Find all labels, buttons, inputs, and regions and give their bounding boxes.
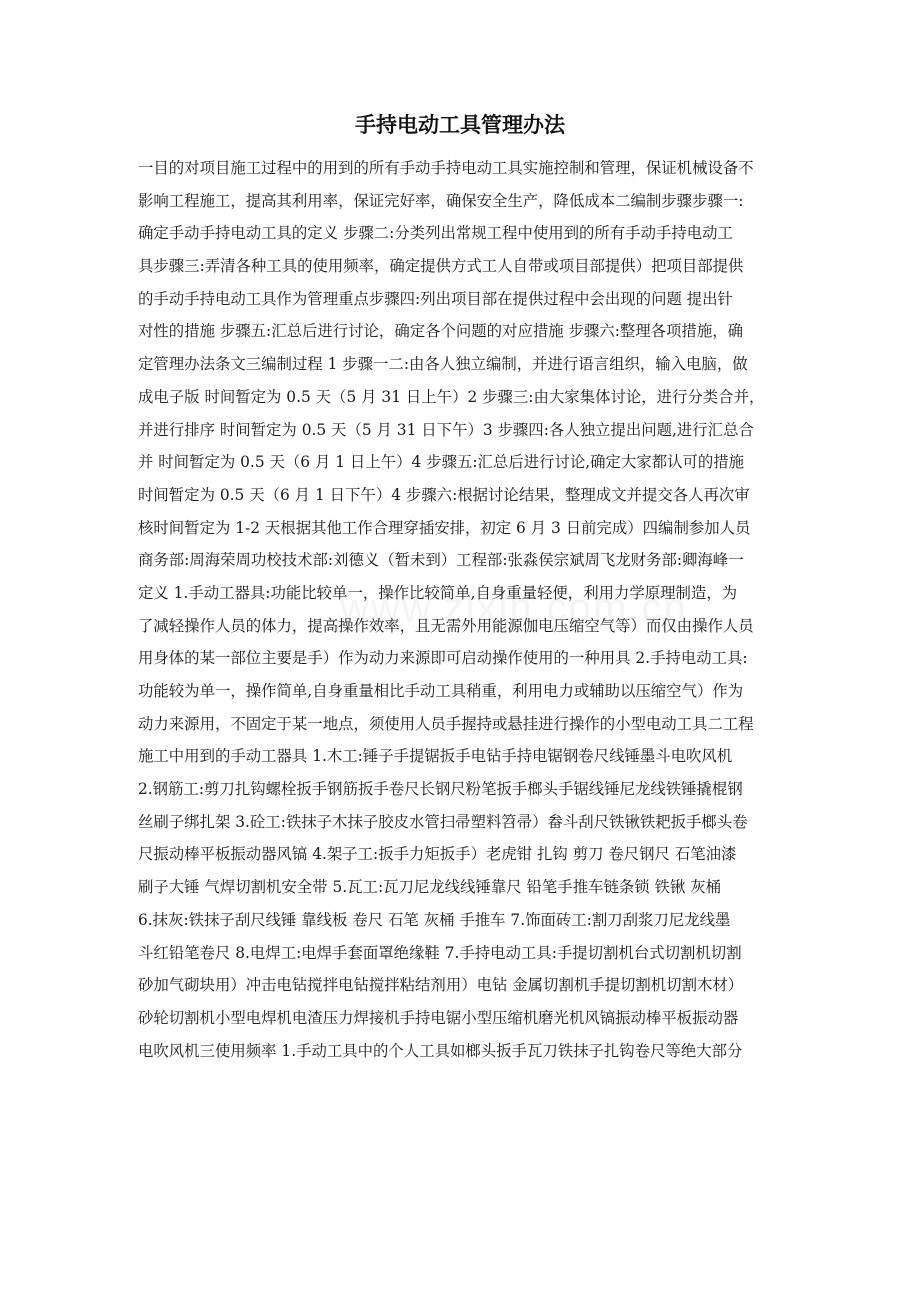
body-line: 核时间暂定为 1-2 天根据其他工作合理穿插安排，初定 6 月 3 日前完成）四编制参加人员 bbox=[138, 518, 751, 537]
body-line: 定管理办法条文三编制过程 1 步骤一二:由各人独立编制，并进行语言组织，输入电脑，做 bbox=[138, 355, 748, 374]
body-line: 并 时间暂定为 0.5 天（6 月 1 日上午）4 步骤五:汇总后进行讨论,确定大家都认可的措施 bbox=[138, 453, 745, 472]
body-line: 用身体的某一部位主要是手）作为动力来源即可启动操作使用的一种用具 2.手持电动工具: bbox=[138, 649, 748, 668]
body-line: 具步骤三:弄清各种工具的使用频率，确定提供方式工人自带或项目部提供）把项目部提供 bbox=[138, 257, 744, 276]
body-line: 商务部:周海荣周功校技术部:刘德义（暂未到）工程部:张淼侯宗斌周飞龙财务部:卿海峰一 bbox=[138, 551, 744, 570]
body-line: 影响工程施工，提高其利用率，保证完好率，确保安全生产，降低成本二编制步骤步骤一: bbox=[138, 191, 744, 210]
body-line: 施工中用到的手动工器具 1.木工:锤子手提锯扳手电钻手持电锯钢卷尺线锤墨斗电吹风机 bbox=[138, 747, 733, 766]
body-line: 了减轻操作人员的体力，提高操作效率，且无需外用能源伽电压缩空气等）而仅由操作人员 bbox=[138, 616, 754, 635]
body-line: 成电子版 时间暂定为 0.5 天（5 月 31 日上午）2 步骤三:由大家集体讨论，进行分类合并， bbox=[138, 387, 765, 406]
body-line: 2.钢筋工:剪刀扎钩螺栓扳手钢筋扳手卷尺长钢尺粉笔扳手榔头手锯线锤尼龙线铁锤撬棍钢 bbox=[138, 780, 743, 799]
body-line: 定义 1.手动工器具:功能比较单一，操作比较简单,自身重量轻便，利用力学原理制造，为 bbox=[138, 583, 738, 602]
body-line: 对性的措施 步骤五:汇总后进行讨论，确定各个问题的对应措施 步骤六:整理各项措施，确 bbox=[138, 322, 743, 341]
body-line: 并进行排序 时间暂定为 0.5 天（5 月 31 日下午）3 步骤四:各人独立提出问题,进行汇总合 bbox=[138, 420, 754, 439]
body-line: 确定手动手持电动工具的定义 步骤二:分类列出常规工程中使用到的所有手动手持电动工 bbox=[138, 224, 733, 243]
body-line: 丝刷子绑扎架 3.砼工:铁抹子木抹子胶皮水管扫帚塑料笤帚）畚斗刮尺铁锹铁耙扳手榔头卷 bbox=[138, 812, 748, 831]
body-line: 斗红铅笔卷尺 8.电焊工:电焊手套面罩绝缘鞋 7.手持电动工具:手提切割机台式切割机切割 bbox=[138, 943, 742, 962]
body-line: 一目的对项目施工过程中的用到的所有手动手持电动工具实施控制和管理，保证机械设备不 bbox=[138, 159, 754, 177]
body-line: 砂轮切割机小型电焊机电渣压力焊接机手持电锯小型压缩机磨光机风镐振动棒平板振动器 bbox=[138, 1008, 739, 1027]
body-line: 动力来源用，不固定于某一地点，须使用人员手握持或悬挂进行操作的小型电动工具二工程 bbox=[138, 714, 754, 733]
document-title: 手持电动工具管理办法 bbox=[355, 112, 565, 137]
body-line: 时间暂定为 0.5 天（6 月 1 日下午）4 步骤六:根据讨论结果，整理成文并提交各人再次审 bbox=[138, 485, 750, 504]
body-line: 的手动手持电动工具作为管理重点步骤四:列出项目部在提供过程中会出现的问题 提出针 bbox=[138, 289, 733, 308]
body-line: 刷子大锤 气焊切割机安全带 5.瓦工:瓦刀尼龙线线锤靠尺 铅笔手推车链条锁 铁锹 灰桶 bbox=[138, 878, 722, 897]
body-line: 电吹风机三使用频率 1.手动工具中的个人工具如榔头扳手瓦刀铁抹子扎钩卷尺等绝大部分 bbox=[138, 1041, 743, 1060]
body-line: 砂加气砌块用）冲击电钻搅拌电钻搅拌粘结剂用）电钻 金属切割机手提切割机切割木材） bbox=[138, 976, 744, 995]
body-line: 尺振动棒平板振动器风镐 4.架子工:扳手力矩扳手）老虎钳 扎钩 剪刀 卷尺钢尺 石笔油漆 bbox=[138, 845, 737, 864]
document-body bbox=[138, 152, 798, 1067]
body-line: 6.抹灰:铁抹子刮尺线锤 靠线板 卷尺 石笔 灰桶 手推车 7.饰面砖工:割刀刮浆刀尼龙线墨 bbox=[138, 910, 731, 929]
body-line: 功能较为单一，操作简单,自身重量相比手动工具稍重，利用电力或辅助以压缩空气）作为 bbox=[138, 682, 744, 700]
